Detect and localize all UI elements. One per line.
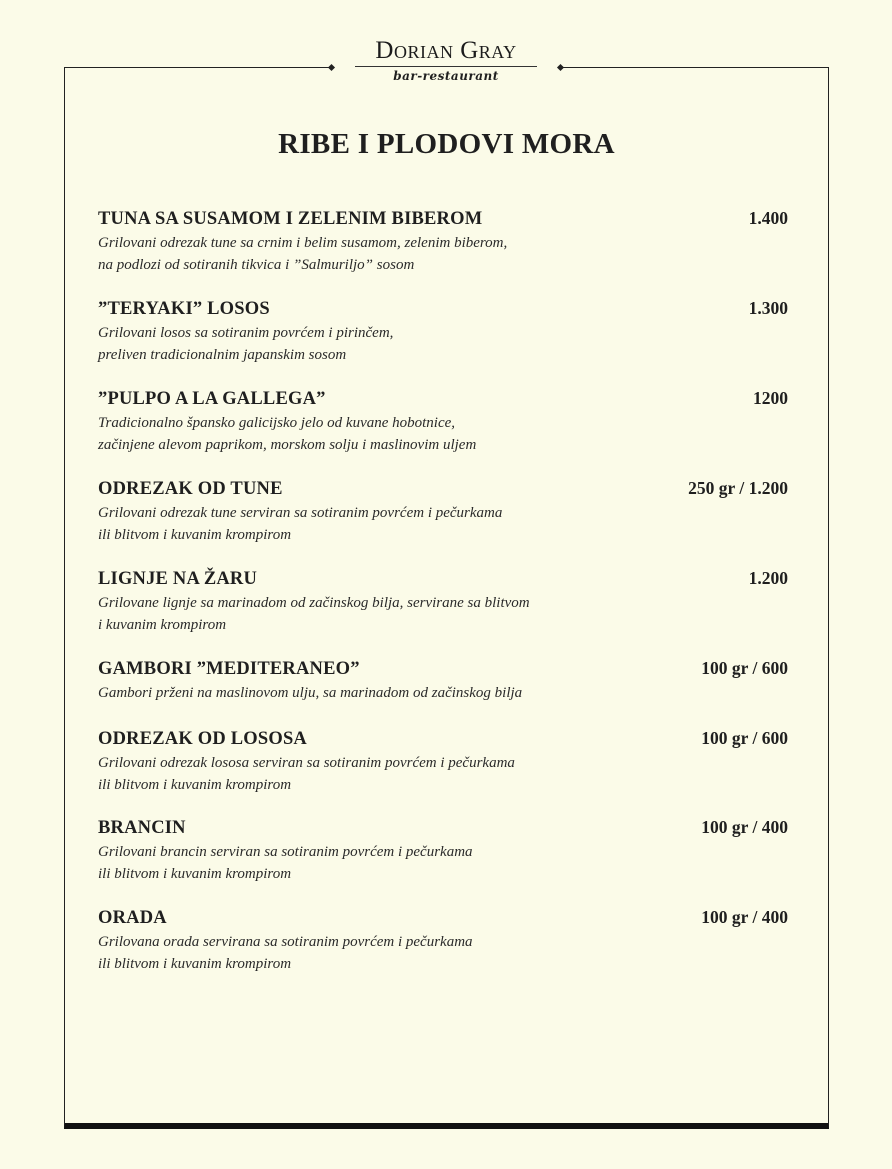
item-price: 1.300 xyxy=(748,298,788,318)
frame-top-left-rule xyxy=(64,67,332,68)
item-name: TUNA SA SUSAMOM I ZELENIM BIBEROM xyxy=(98,209,483,229)
menu-item xyxy=(98,295,788,385)
item-description-line: ili blitvom i kuvanim krompirom xyxy=(98,777,292,793)
item-price: 100 gr / 600 xyxy=(701,658,788,678)
item-description-line: Grilovani odrezak lososa serviran sa sotiranim povrćem i pečurkama xyxy=(98,755,515,771)
item-price: 100 gr / 400 xyxy=(701,817,788,837)
item-price: 100 gr / 400 xyxy=(701,907,788,927)
item-description-line: ili blitvom i kuvanim krompirom xyxy=(98,527,292,543)
item-description-line: preliven tradicionalnim japanskim sosom xyxy=(98,347,347,363)
item-name: LIGNJE NA ŽARU xyxy=(98,569,258,589)
item-description-line: Gambori prženi na maslinovom ulju, sa marinadom od začinskog bilja xyxy=(98,685,523,701)
item-name: ”TERYAKI” LOSOS xyxy=(98,299,270,319)
menu-item xyxy=(98,385,788,475)
section-title: RIBE I PLODOVI MORA xyxy=(278,128,615,160)
item-description-line: Grilovane lignje sa marinadom od začinskog bilja, servirane sa blitvom xyxy=(98,595,530,611)
item-price: 100 gr / 600 xyxy=(701,728,788,748)
menu-item xyxy=(98,725,788,814)
item-description-line: ili blitvom i kuvanim krompirom xyxy=(98,956,292,972)
item-price: 1.400 xyxy=(748,208,788,228)
item-price: 1.200 xyxy=(748,568,788,588)
item-description-line: Grilovani odrezak tune sa crnim i belim susamom, zelenim biberom, xyxy=(98,235,508,251)
item-description-line: i kuvanim krompirom xyxy=(98,617,227,633)
item-name: ORADA xyxy=(98,908,167,928)
brand-logo xyxy=(336,36,556,83)
item-price: 250 gr / 1.200 xyxy=(688,478,788,498)
item-description-line: Grilovani brancin serviran sa sotiranim povrćem i pečurkama xyxy=(98,844,473,860)
item-description-line: Tradicionalno špansko galicijsko jelo od kuvane hobotnice, xyxy=(98,415,456,431)
item-description-line: na podlozi od sotiranih tikvica i ”Salmuriljo” sosom xyxy=(98,257,415,273)
item-description-line: ili blitvom i kuvanim krompirom xyxy=(98,866,292,882)
item-description-line: začinjene alevom paprikom, morskom solju i maslinovim uljem xyxy=(98,437,477,453)
item-description-line: Grilovani odrezak tune serviran sa sotiranim povrćem i pečurkama xyxy=(98,505,503,521)
menu-item xyxy=(98,205,788,295)
menu-item xyxy=(98,814,788,904)
menu-item xyxy=(98,475,788,565)
item-name: ODREZAK OD TUNE xyxy=(98,479,283,499)
item-name: ”PULPO A LA GALLEGA” xyxy=(98,389,326,409)
item-price: 1200 xyxy=(753,388,788,408)
item-description-line: Grilovani losos sa sotiranim povrćem i pirinčem, xyxy=(98,325,394,341)
item-name: BRANCIN xyxy=(98,818,186,838)
menu-list xyxy=(98,205,788,994)
brand-subtitle: bar-restaurant xyxy=(393,69,499,83)
item-description-line: Grilovana orada servirana sa sotiranim povrćem i pečurkama xyxy=(98,934,473,950)
menu-item xyxy=(98,565,788,655)
brand-name: Dorian Gray xyxy=(375,37,517,64)
item-name: GAMBORI ”MEDITERANEO” xyxy=(98,659,360,679)
frame-top-right-rule xyxy=(562,67,829,68)
item-name: ODREZAK OD LOSOSA xyxy=(98,729,307,749)
menu-item xyxy=(98,904,788,994)
brand-divider xyxy=(355,66,537,67)
menu-item xyxy=(98,655,788,725)
